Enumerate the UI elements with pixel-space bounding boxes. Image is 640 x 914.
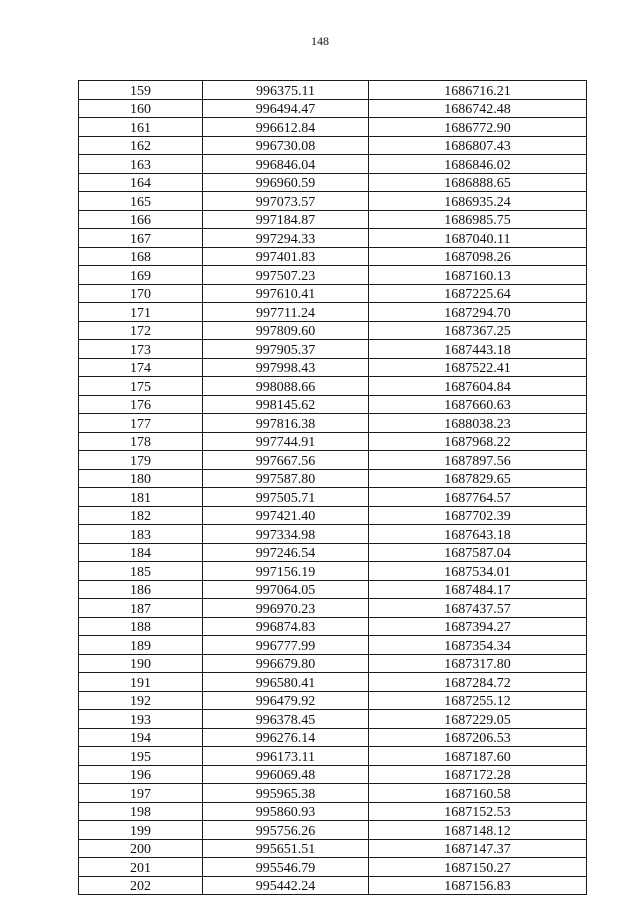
x-coordinate-cell: 995965.38 (203, 784, 369, 803)
y-coordinate-cell: 1687172.28 (369, 765, 587, 784)
table-row (79, 802, 587, 821)
point-number-cell: 201 (79, 858, 203, 877)
y-coordinate-cell: 1686772.90 (369, 118, 587, 137)
table-row (79, 488, 587, 507)
point-number-cell: 189 (79, 636, 203, 655)
point-number-cell: 188 (79, 617, 203, 636)
table-row (79, 654, 587, 673)
x-coordinate-cell: 996378.45 (203, 710, 369, 729)
page-number: 148 (311, 34, 329, 48)
table-row (79, 821, 587, 840)
table-row (79, 525, 587, 544)
x-coordinate-cell: 997184.87 (203, 210, 369, 229)
table-row (79, 673, 587, 692)
point-number-cell: 165 (79, 192, 203, 211)
y-coordinate-cell: 1687484.17 (369, 580, 587, 599)
point-number-cell: 171 (79, 303, 203, 322)
point-number-cell: 176 (79, 395, 203, 414)
point-number-cell: 174 (79, 358, 203, 377)
point-number-cell: 198 (79, 802, 203, 821)
point-number-cell: 180 (79, 469, 203, 488)
point-number-cell: 199 (79, 821, 203, 840)
point-number-cell: 196 (79, 765, 203, 784)
y-coordinate-cell: 1687317.80 (369, 654, 587, 673)
x-coordinate-cell: 995756.26 (203, 821, 369, 840)
point-number-cell: 168 (79, 247, 203, 266)
y-coordinate-cell: 1687098.26 (369, 247, 587, 266)
point-number-cell: 178 (79, 432, 203, 451)
x-coordinate-cell: 997744.91 (203, 432, 369, 451)
x-coordinate-cell: 996679.80 (203, 654, 369, 673)
table-row (79, 543, 587, 562)
point-number-cell: 192 (79, 691, 203, 710)
x-coordinate-cell: 995860.93 (203, 802, 369, 821)
point-number-cell: 173 (79, 340, 203, 359)
y-coordinate-cell: 1687604.84 (369, 377, 587, 396)
y-coordinate-cell: 1686716.21 (369, 81, 587, 100)
table-row (79, 155, 587, 174)
point-number-cell: 193 (79, 710, 203, 729)
x-coordinate-cell: 995546.79 (203, 858, 369, 877)
x-coordinate-cell: 996375.11 (203, 81, 369, 100)
y-coordinate-cell: 1687522.41 (369, 358, 587, 377)
x-coordinate-cell: 998088.66 (203, 377, 369, 396)
table-row (79, 340, 587, 359)
y-coordinate-cell: 1687897.56 (369, 451, 587, 470)
point-number-cell: 181 (79, 488, 203, 507)
y-coordinate-cell: 1687829.65 (369, 469, 587, 488)
y-coordinate-cell: 1687160.58 (369, 784, 587, 803)
point-number-cell: 191 (79, 673, 203, 692)
point-number-cell: 187 (79, 599, 203, 618)
y-coordinate-cell: 1687255.12 (369, 691, 587, 710)
table-row (79, 636, 587, 655)
x-coordinate-cell: 996494.47 (203, 99, 369, 118)
point-number-cell: 190 (79, 654, 203, 673)
y-coordinate-cell: 1687147.37 (369, 839, 587, 858)
x-coordinate-cell: 997064.05 (203, 580, 369, 599)
table-row (79, 358, 587, 377)
point-number-cell: 186 (79, 580, 203, 599)
table-row (79, 784, 587, 803)
y-coordinate-cell: 1687367.25 (369, 321, 587, 340)
point-number-cell: 195 (79, 747, 203, 766)
table-row (79, 858, 587, 877)
x-coordinate-cell: 997587.80 (203, 469, 369, 488)
y-coordinate-cell: 1687150.27 (369, 858, 587, 877)
point-number-cell: 164 (79, 173, 203, 192)
y-coordinate-cell: 1686935.24 (369, 192, 587, 211)
point-number-cell: 172 (79, 321, 203, 340)
y-coordinate-cell: 1688038.23 (369, 414, 587, 433)
x-coordinate-cell: 997711.24 (203, 303, 369, 322)
point-number-cell: 159 (79, 81, 203, 100)
table-row (79, 710, 587, 729)
y-coordinate-cell: 1686985.75 (369, 210, 587, 229)
x-coordinate-cell: 996069.48 (203, 765, 369, 784)
point-number-cell: 197 (79, 784, 203, 803)
point-number-cell: 175 (79, 377, 203, 396)
table-row (79, 876, 587, 895)
x-coordinate-cell: 997294.33 (203, 229, 369, 248)
table-row (79, 747, 587, 766)
y-coordinate-cell: 1687394.27 (369, 617, 587, 636)
x-coordinate-cell: 997334.98 (203, 525, 369, 544)
table-row (79, 580, 587, 599)
table-row (79, 414, 587, 433)
x-coordinate-cell: 998145.62 (203, 395, 369, 414)
table-row (79, 81, 587, 100)
table-row (79, 451, 587, 470)
x-coordinate-cell: 997246.54 (203, 543, 369, 562)
table-row (79, 266, 587, 285)
x-coordinate-cell: 996846.04 (203, 155, 369, 174)
y-coordinate-cell: 1687702.39 (369, 506, 587, 525)
table-row (79, 469, 587, 488)
point-number-cell: 167 (79, 229, 203, 248)
x-coordinate-cell: 996730.08 (203, 136, 369, 155)
y-coordinate-cell: 1687354.34 (369, 636, 587, 655)
table-row (79, 210, 587, 229)
y-coordinate-cell: 1687968.22 (369, 432, 587, 451)
y-coordinate-cell: 1687148.12 (369, 821, 587, 840)
table-row (79, 377, 587, 396)
y-coordinate-cell: 1687587.04 (369, 543, 587, 562)
x-coordinate-cell: 996479.92 (203, 691, 369, 710)
y-coordinate-cell: 1687040.11 (369, 229, 587, 248)
y-coordinate-cell: 1687152.53 (369, 802, 587, 821)
y-coordinate-cell: 1687160.13 (369, 266, 587, 285)
x-coordinate-cell: 997809.60 (203, 321, 369, 340)
x-coordinate-cell: 996970.23 (203, 599, 369, 618)
x-coordinate-cell: 997507.23 (203, 266, 369, 285)
x-coordinate-cell: 997610.41 (203, 284, 369, 303)
point-number-cell: 202 (79, 876, 203, 895)
point-number-cell: 169 (79, 266, 203, 285)
y-coordinate-cell: 1687534.01 (369, 562, 587, 581)
point-number-cell: 177 (79, 414, 203, 433)
x-coordinate-cell: 996173.11 (203, 747, 369, 766)
table-row (79, 691, 587, 710)
x-coordinate-cell: 997401.83 (203, 247, 369, 266)
table-row (79, 118, 587, 137)
point-number-cell: 166 (79, 210, 203, 229)
table-row (79, 728, 587, 747)
table-row (79, 599, 587, 618)
x-coordinate-cell: 997905.37 (203, 340, 369, 359)
table-row (79, 303, 587, 322)
x-coordinate-cell: 996960.59 (203, 173, 369, 192)
x-coordinate-cell: 996612.84 (203, 118, 369, 137)
x-coordinate-cell: 996874.83 (203, 617, 369, 636)
table-row (79, 321, 587, 340)
table-row (79, 247, 587, 266)
y-coordinate-cell: 1687187.60 (369, 747, 587, 766)
y-coordinate-cell: 1687284.72 (369, 673, 587, 692)
y-coordinate-cell: 1687437.57 (369, 599, 587, 618)
table-row (79, 506, 587, 525)
table-row (79, 562, 587, 581)
point-number-cell: 161 (79, 118, 203, 137)
x-coordinate-cell: 997505.71 (203, 488, 369, 507)
y-coordinate-cell: 1687443.18 (369, 340, 587, 359)
coordinate-table (78, 80, 587, 895)
x-coordinate-cell: 997667.56 (203, 451, 369, 470)
point-number-cell: 184 (79, 543, 203, 562)
y-coordinate-cell: 1687294.70 (369, 303, 587, 322)
x-coordinate-cell: 997073.57 (203, 192, 369, 211)
table-row (79, 765, 587, 784)
table-row (79, 192, 587, 211)
point-number-cell: 162 (79, 136, 203, 155)
y-coordinate-cell: 1687764.57 (369, 488, 587, 507)
point-number-cell: 200 (79, 839, 203, 858)
x-coordinate-cell: 996276.14 (203, 728, 369, 747)
y-coordinate-cell: 1686888.65 (369, 173, 587, 192)
table-row (79, 99, 587, 118)
x-coordinate-cell: 995442.24 (203, 876, 369, 895)
y-coordinate-cell: 1686807.43 (369, 136, 587, 155)
x-coordinate-cell: 997998.43 (203, 358, 369, 377)
point-number-cell: 163 (79, 155, 203, 174)
table-row (79, 229, 587, 248)
table-row (79, 173, 587, 192)
point-number-cell: 160 (79, 99, 203, 118)
point-number-cell: 179 (79, 451, 203, 470)
point-number-cell: 182 (79, 506, 203, 525)
table-row (79, 617, 587, 636)
table-row (79, 136, 587, 155)
x-coordinate-cell: 995651.51 (203, 839, 369, 858)
x-coordinate-cell: 996777.99 (203, 636, 369, 655)
table-row (79, 839, 587, 858)
x-coordinate-cell: 996580.41 (203, 673, 369, 692)
x-coordinate-cell: 997421.40 (203, 506, 369, 525)
table-row (79, 432, 587, 451)
x-coordinate-cell: 997156.19 (203, 562, 369, 581)
y-coordinate-cell: 1687206.53 (369, 728, 587, 747)
y-coordinate-cell: 1686742.48 (369, 99, 587, 118)
y-coordinate-cell: 1687225.64 (369, 284, 587, 303)
point-number-cell: 183 (79, 525, 203, 544)
point-number-cell: 185 (79, 562, 203, 581)
y-coordinate-cell: 1687660.63 (369, 395, 587, 414)
y-coordinate-cell: 1687229.05 (369, 710, 587, 729)
point-number-cell: 194 (79, 728, 203, 747)
x-coordinate-cell: 997816.38 (203, 414, 369, 433)
point-number-cell: 170 (79, 284, 203, 303)
table-body (79, 81, 587, 895)
table-row (79, 284, 587, 303)
y-coordinate-cell: 1687643.18 (369, 525, 587, 544)
table-row (79, 395, 587, 414)
y-coordinate-cell: 1686846.02 (369, 155, 587, 174)
y-coordinate-cell: 1687156.83 (369, 876, 587, 895)
